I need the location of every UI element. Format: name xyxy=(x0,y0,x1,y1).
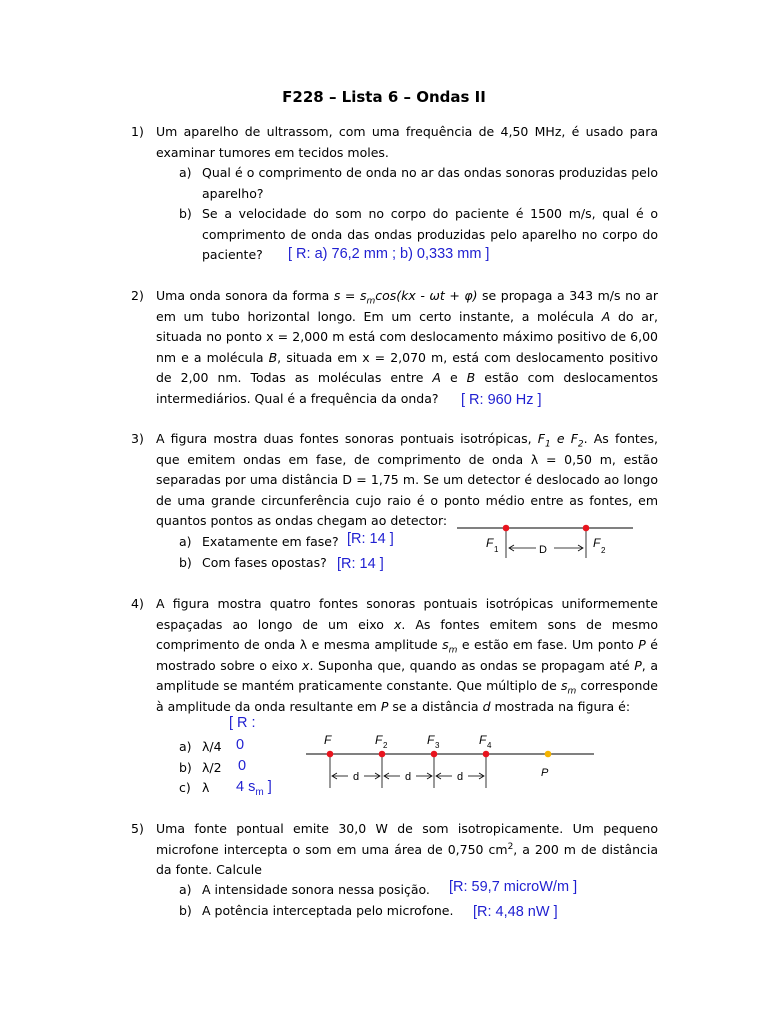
q2-formula-s: s xyxy=(333,288,341,303)
q4c-answer xyxy=(236,779,272,798)
q3-text xyxy=(156,429,658,532)
page-title: F228 – Lista 6 – Ondas II xyxy=(282,88,486,106)
q3-f2-sub: 2 xyxy=(577,439,584,450)
q2-text-2: se propaga a 343 m/s no ar em um tubo horizontal longo. Em um certo instante, a molécula xyxy=(156,288,658,324)
q3-label-f2: F xyxy=(593,536,601,550)
q2-text-4: , situada em x = 2,070 m, está com deslocamento positivo de 2,00 nm. Todas as moléculas entre xyxy=(156,349,658,386)
q2-text-5: e xyxy=(449,370,458,386)
q4-label-f3: F xyxy=(427,733,435,747)
q4-label-f4: F xyxy=(479,733,487,747)
q4-sm-s: s xyxy=(442,637,449,653)
q2-text-1: Uma onda sonora da forma xyxy=(156,288,330,303)
q4-source-f2-point xyxy=(379,751,386,758)
q4-p-2: P xyxy=(634,657,642,673)
q5b-label: b) xyxy=(179,903,192,918)
q4-text-5: . Suponha que, quando as ondas se propagam até xyxy=(309,657,630,673)
q4-p-3: P xyxy=(380,698,389,714)
q4b-label: b) xyxy=(179,760,192,775)
q4-answer-open: [ R : xyxy=(229,715,256,731)
q3-label-f2-sub: 2 xyxy=(601,546,606,555)
q2-molecule-a: A xyxy=(601,308,611,324)
q3-text-1: A figura mostra duas fontes sonoras pontuais isotrópicas, xyxy=(156,431,532,446)
q2-answer: [ R: 960 Hz ] xyxy=(461,392,542,408)
q2-number: 2) xyxy=(131,288,144,303)
q3b-label: b) xyxy=(179,555,192,570)
q4-label-f2-sub: 2 xyxy=(383,741,388,750)
q5b-answer: [R: 4,48 nW ] xyxy=(473,904,558,920)
q4a-answer: 0 xyxy=(236,737,245,753)
q4-label-d1: d xyxy=(353,771,360,783)
q4-text-7: corresponde à amplitude da onda resultante em xyxy=(156,678,658,714)
q4-sm-m: m xyxy=(448,645,458,656)
q4c-text: λ xyxy=(202,780,210,795)
q4-observer-p-point xyxy=(545,751,552,758)
q5-text-2: , a 200 m de distância da fonte. Calcule xyxy=(156,841,658,878)
q4-source-f3-point xyxy=(431,751,438,758)
q4-label-f3-sub: 3 xyxy=(435,741,440,750)
q4c-label: c) xyxy=(179,780,191,795)
q2-molecule-b-2: B xyxy=(466,370,476,386)
q4-d: d xyxy=(482,698,491,714)
q4c-answer-sub: m xyxy=(255,786,264,798)
q3-label-d: D xyxy=(539,544,547,556)
q4-text-9: mostrada na figura é: xyxy=(494,698,631,714)
q3-text-2: . As fontes, que emitem ondas em fase, de comprimento de onda λ = 0,50 m, estão separadas por uma distância D = 1,75 m. Se um detector é deslocado ao longo de uma grande circunferência cujo raio é o ponto médio entre as fontes, em quantos pontos as ondas chegam ao detector: xyxy=(156,431,658,529)
q4a-label: a) xyxy=(179,739,192,754)
q5a-text: A intensidade sonora nessa posição. xyxy=(202,882,430,897)
q5a-answer: [R: 59,7 microW/m ] xyxy=(449,879,578,895)
q4-text-1: A figura mostra quatro fontes sonoras pontuais isotrópicas uniformemente espaçadas ao longo de um eixo xyxy=(156,596,658,632)
q2-text-3: do ar, situada no ponto x = 2,000 m está com deslocamento máximo positivo de 6,00 nm e a molécula xyxy=(156,308,658,365)
q3-f1: F xyxy=(537,431,545,446)
q2-formula-sub: m xyxy=(366,296,376,307)
q2-text-6: estão com deslocamentos intermediários. Qual é a frequência da onda? xyxy=(156,370,658,406)
q3-f1-sub: 1 xyxy=(544,439,551,450)
q2-formula-rest: cos(kx - ωt + φ) xyxy=(375,288,478,303)
q3-label-f1: F xyxy=(486,536,494,550)
q3-label-f1-sub: 1 xyxy=(494,545,499,554)
q4a-text: λ/4 xyxy=(202,739,222,754)
q3b-answer: [R: 14 ] xyxy=(337,556,384,572)
q3a-label: a) xyxy=(179,534,192,549)
q3a-answer: [R: 14 ] xyxy=(347,531,394,547)
q4-label-d2: d xyxy=(405,771,412,783)
q4-text-8: se a distância xyxy=(392,698,479,714)
q2-formula-eq: = s xyxy=(340,288,367,303)
q4c-answer-part-2: ] xyxy=(263,779,272,795)
q1-answer: [ R: a) 76,2 mm ; b) 0,333 mm ] xyxy=(288,246,490,262)
q4-text xyxy=(156,594,658,718)
q3a-text: Exatamente em fase? xyxy=(202,534,339,549)
q1-number: 1) xyxy=(131,124,144,139)
q1b-label: b) xyxy=(179,206,192,221)
q1b-text: Se a velocidade do som no corpo do paciente é 1500 m/s, qual é o comprimento de onda das ondas produzidas pelo aparelho no corpo do paciente? xyxy=(202,206,658,263)
q4-text-2: . As fontes emitem sons de mesmo comprimento de onda λ e mesma amplitude xyxy=(156,616,658,653)
q4c-answer-part-1: 4 s xyxy=(236,779,256,795)
q4-p-1: P xyxy=(638,637,646,653)
q4-x-1: x xyxy=(393,616,402,632)
q2-molecule-b: B xyxy=(268,349,278,365)
q5-text-1: Uma fonte pontual emite 30,0 W de som isotropicamente. Um pequeno microfone intercepta o som em uma área de 0,750 cm xyxy=(156,821,658,857)
q4-label-f2: F xyxy=(375,733,383,747)
q4-source-f4-point xyxy=(483,751,490,758)
q5a-label: a) xyxy=(179,882,192,897)
q3b-text: Com fases opostas? xyxy=(202,555,327,570)
q4-number: 4) xyxy=(131,596,144,611)
q1a-text: Qual é o comprimento de onda no ar das ondas sonoras produzidas pelo aparelho? xyxy=(202,165,658,201)
q3-diagram xyxy=(450,518,640,570)
q4-x-2: x xyxy=(302,657,310,673)
q4b-answer: 0 xyxy=(238,758,247,774)
q4-source-f1-point xyxy=(327,751,334,758)
q2-text xyxy=(156,286,658,410)
q4-text-4: é mostrado sobre o eixo xyxy=(156,637,658,673)
q4b-text: λ/2 xyxy=(202,760,222,775)
q5-sup-2: 2 xyxy=(507,841,514,852)
q4-diagram xyxy=(300,728,600,798)
q3-number: 3) xyxy=(131,431,144,446)
q4-label-f1: F xyxy=(324,733,332,747)
q3-source-f2-point xyxy=(583,525,590,532)
q5b-text: A potência interceptada pelo microfone. xyxy=(202,903,454,918)
q5-number: 5) xyxy=(131,821,144,836)
q5-text xyxy=(156,819,658,881)
q1-text: Um aparelho de ultrassom, com uma frequência de 4,50 MHz, é usado para examinar tumores em tecidos moles. xyxy=(156,124,658,160)
q3-text-e: e xyxy=(556,431,565,446)
q3-source-f1-point xyxy=(503,525,510,532)
q4-sm-s-2: s xyxy=(560,678,568,694)
q4-label-d3: d xyxy=(457,771,464,783)
q1a-label: a) xyxy=(179,165,192,180)
q4-text-3: e estão em fase. Um ponto xyxy=(461,637,634,653)
q4-label-f4-sub: 4 xyxy=(487,741,492,750)
q4-sm-m-2: m xyxy=(567,686,577,697)
q4-text-6: , a amplitude se mantém praticamente constante. Que múltiplo de xyxy=(156,657,658,694)
q3-f2: F xyxy=(570,431,578,446)
q4-label-p: P xyxy=(541,767,549,779)
q2-molecule-a-2: A xyxy=(432,370,441,386)
